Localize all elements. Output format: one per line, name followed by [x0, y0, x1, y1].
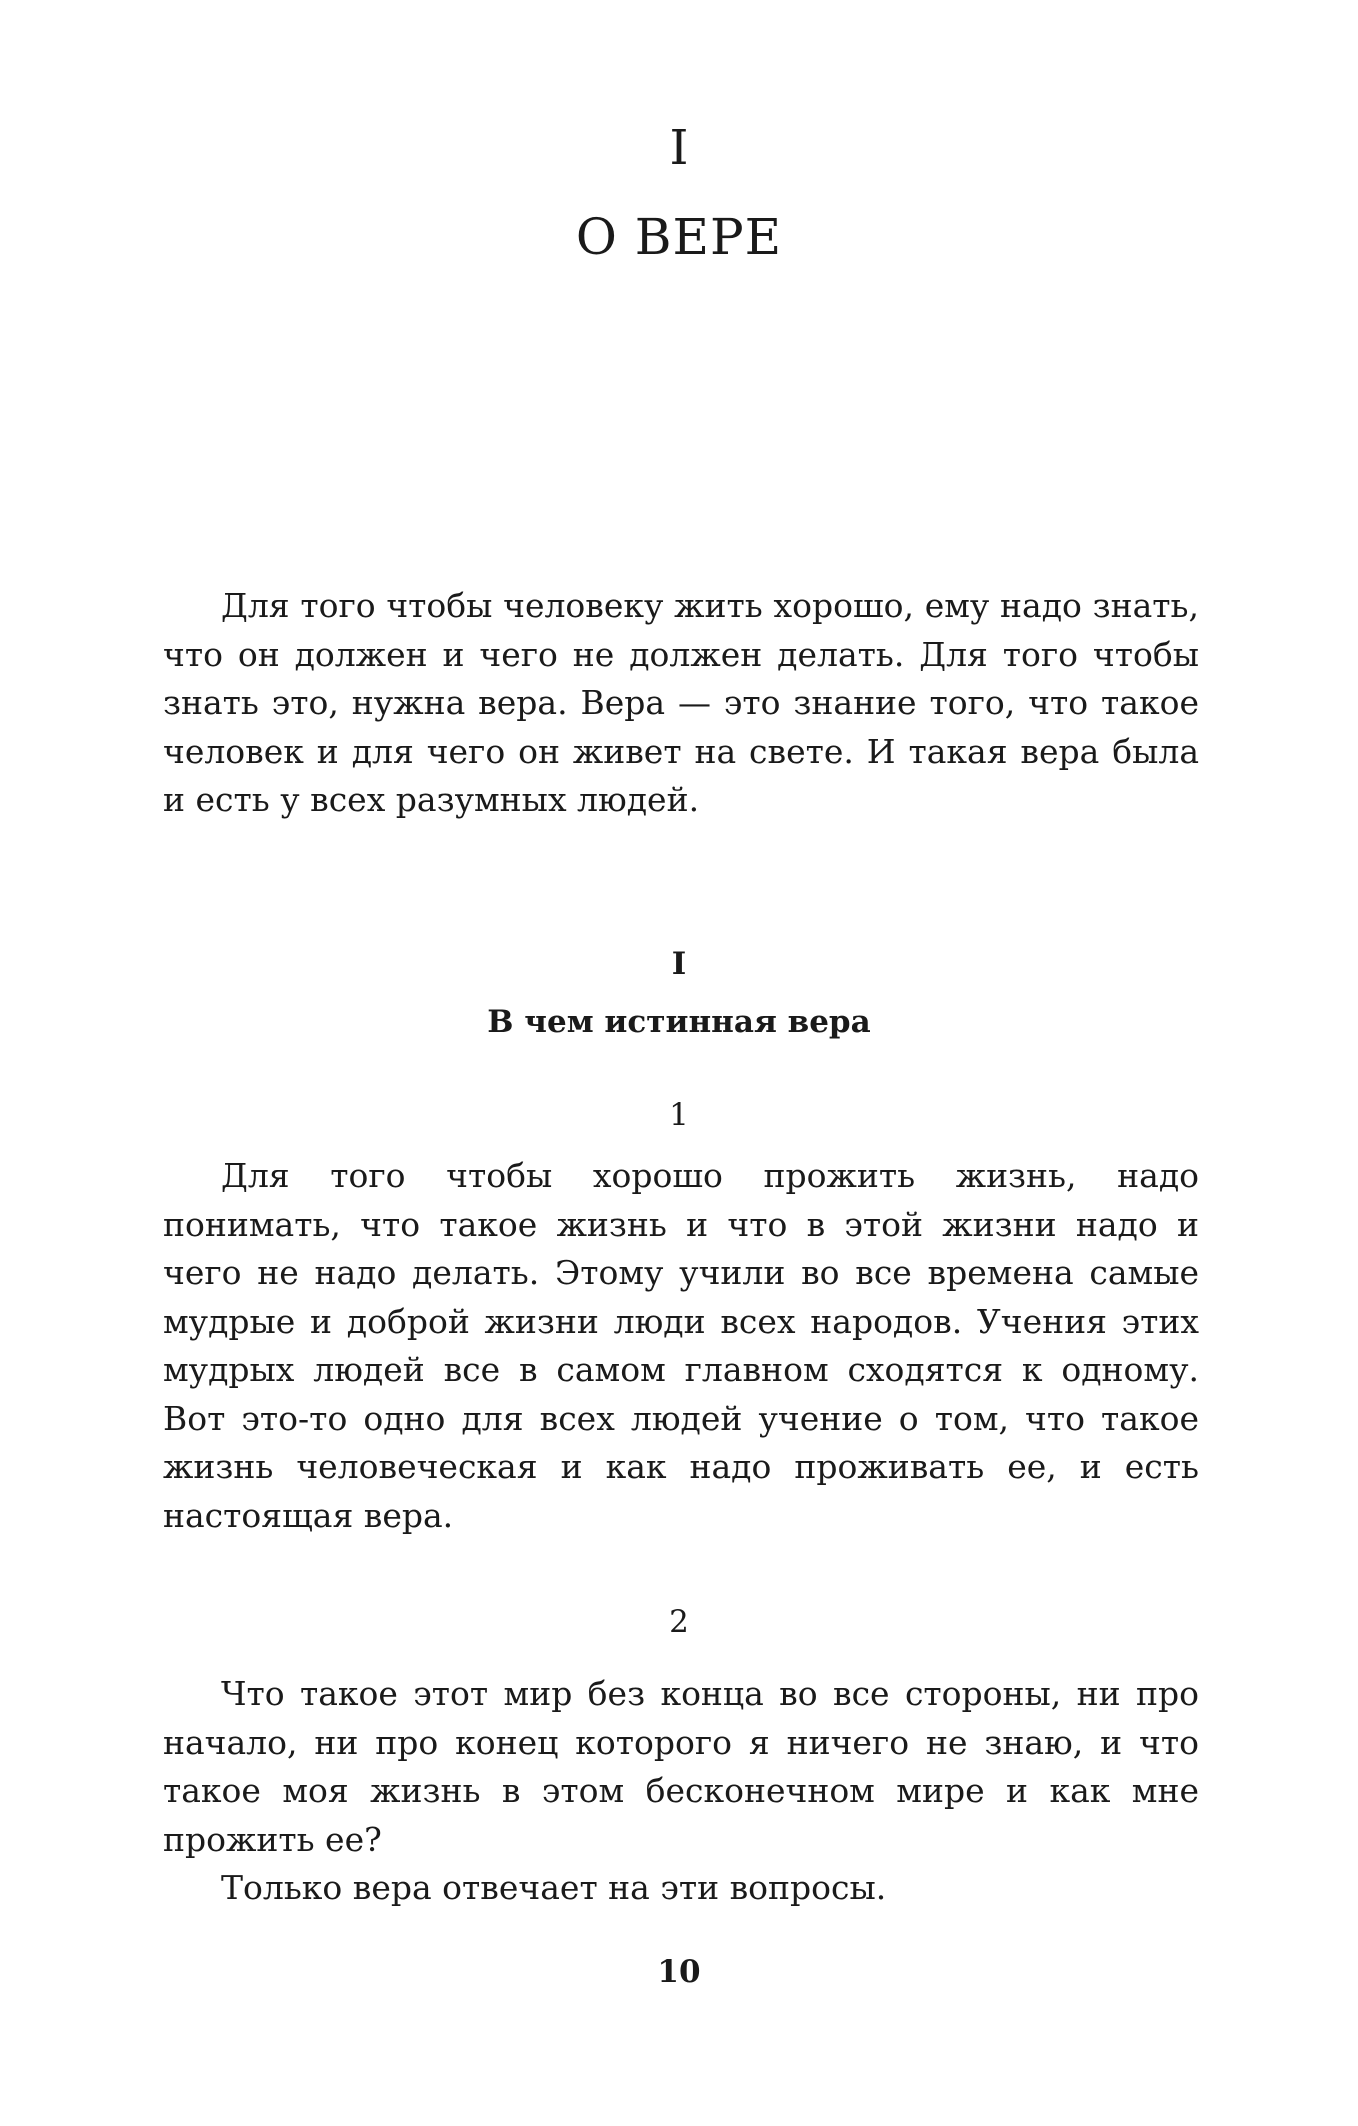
chapter-number: I [669, 120, 689, 176]
item-text-2 [163, 1670, 1199, 1913]
intro-text [163, 582, 1199, 825]
item-text-1 [163, 1152, 1199, 1540]
item-2-paragraph-1: Что такое этот мир без конца во все стороны, ни про начало, ни про конец которого я ничего не знаю, и что такое моя жизнь в этом бесконечном мире и как мне прожить ее? [163, 1674, 1199, 1859]
item-number-1: 1 [669, 1097, 689, 1133]
item-2-paragraph-2: Только вера отвечает на эти вопросы. [221, 1868, 887, 1907]
section-title: В чем истинная вера [487, 1004, 871, 1040]
page-number: 10 [657, 1954, 701, 1990]
item-1-paragraph-1: Для того чтобы хорошо прожить жизнь, надо понимать, что такое жизнь и что в этой жизни надо и чего не надо делать. Этому учили во все времена самые мудрые и доброй жизни люди всех народов. Учения этих мудрых людей все в самом главном сходятся к одному. Вот это-то одно для всех людей учение о том, что такое жизнь человеческая и как надо проживать ее, и есть настоящая вера. [163, 1156, 1199, 1535]
item-number-2: 2 [669, 1604, 689, 1640]
chapter-title: О ВЕРЕ [575, 208, 783, 266]
section-number: I [671, 946, 687, 982]
intro-paragraph: Для того чтобы человеку жить хорошо, ему надо знать, что он должен и чего не должен делать. Для того чтобы знать это, нужна вера. Вера — это знание того, что такое человек и для чего он живет на свете. И такая вера была и есть у всех разумных людей. [163, 586, 1199, 819]
